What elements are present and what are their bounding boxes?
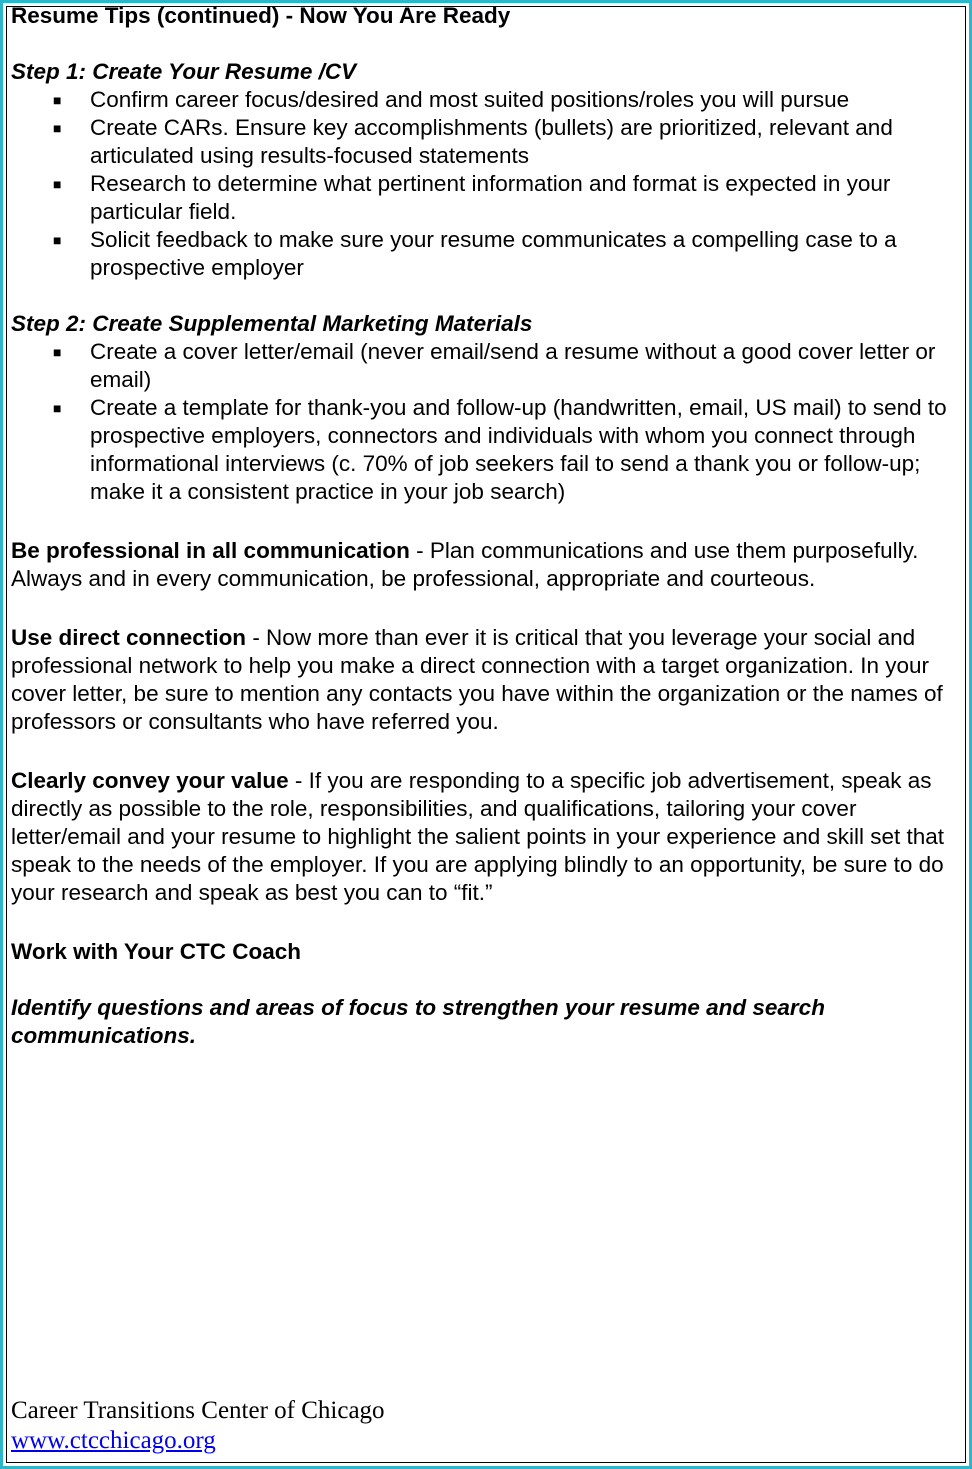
coach-text: Identify questions and areas of focus to strengthen your resume and search communications. [11, 995, 825, 1048]
professional-lead: Be professional in all communication [11, 538, 410, 563]
spacer [11, 282, 966, 310]
direct-paragraph [11, 624, 966, 736]
footer [11, 1396, 385, 1456]
professional-text: - Plan communications and use them purposefully. Always and in every communication, be professional, appropriate and courteous. [11, 538, 919, 591]
footer-link[interactable]: www.ctcchicago.org [11, 1427, 216, 1454]
list-item: ■ Solicit feedback to make sure your resume communicates a compelling case to a prospective employer [53, 227, 897, 280]
document-body [11, 2, 966, 1050]
spacer [11, 30, 966, 58]
bullet-icon: ■ [53, 400, 62, 416]
value-text: - If you are responding to a specific job advertisement, speak as directly as possible to the role, responsibilities, and qualifications, tailoring your cover letter/email and your resume to highlight the salient points in your experience and skill set that speak to the needs of the employer. If you are applying blindly to an opportunity, be sure to do your research and speak as best you can to “fit.” [11, 768, 945, 905]
list-item: ■ Research to determine what pertinent information and format is expected in your particular field. [53, 171, 891, 224]
bullet-icon: ■ [53, 232, 62, 248]
list-item: ■ Create CARs. Ensure key accomplishments (bullets) are prioritized, relevant and articulated using results-focused statements [53, 115, 893, 168]
list-item: ■ Create a template for thank-you and follow-up (handwritten, email, US mail) to send to prospective employers, connectors and individuals with whom you connect through informational interviews (c. 70% of job seekers fail to send a thank you or follow-up; make it a consistent practice in your job search) [53, 395, 947, 504]
direct-lead: Use direct connection [11, 625, 247, 650]
list-item: ■ Create a cover letter/email (never email/send a resume without a good cover letter or email) [53, 339, 936, 392]
footer-org: Career Transitions Center of Chicago [11, 1397, 385, 1424]
spacer [11, 736, 966, 767]
bullet-icon: ■ [53, 92, 62, 108]
bullet-icon: ■ [53, 120, 62, 136]
coach-heading: Work with Your CTC Coach [11, 939, 302, 964]
spacer [11, 966, 966, 994]
step1-list [11, 86, 966, 282]
spacer [11, 907, 966, 938]
professional-paragraph [11, 537, 966, 593]
value-lead: Clearly convey your value [11, 768, 289, 793]
list-item: ■ Confirm career focus/desired and most suited positions/roles you will pursue [53, 87, 850, 112]
bullet-icon: ■ [53, 344, 62, 360]
step2-list [11, 338, 966, 506]
step2-heading: Step 2: Create Supplemental Marketing Materials [11, 311, 533, 336]
bullet-icon: ■ [53, 176, 62, 192]
value-paragraph [11, 767, 966, 907]
spacer [11, 506, 966, 537]
spacer [11, 593, 966, 624]
page-title: Resume Tips (continued) - Now You Are Ready [11, 3, 511, 28]
direct-text: - Now more than ever it is critical that you leverage your social and professional network to help you make a direct connection with a target organization. In your cover letter, be sure to mention any contacts you have within the organization or the names of professors or consultants who have referred you. [11, 625, 943, 734]
step1-heading: Step 1: Create Your Resume /CV [11, 59, 357, 84]
